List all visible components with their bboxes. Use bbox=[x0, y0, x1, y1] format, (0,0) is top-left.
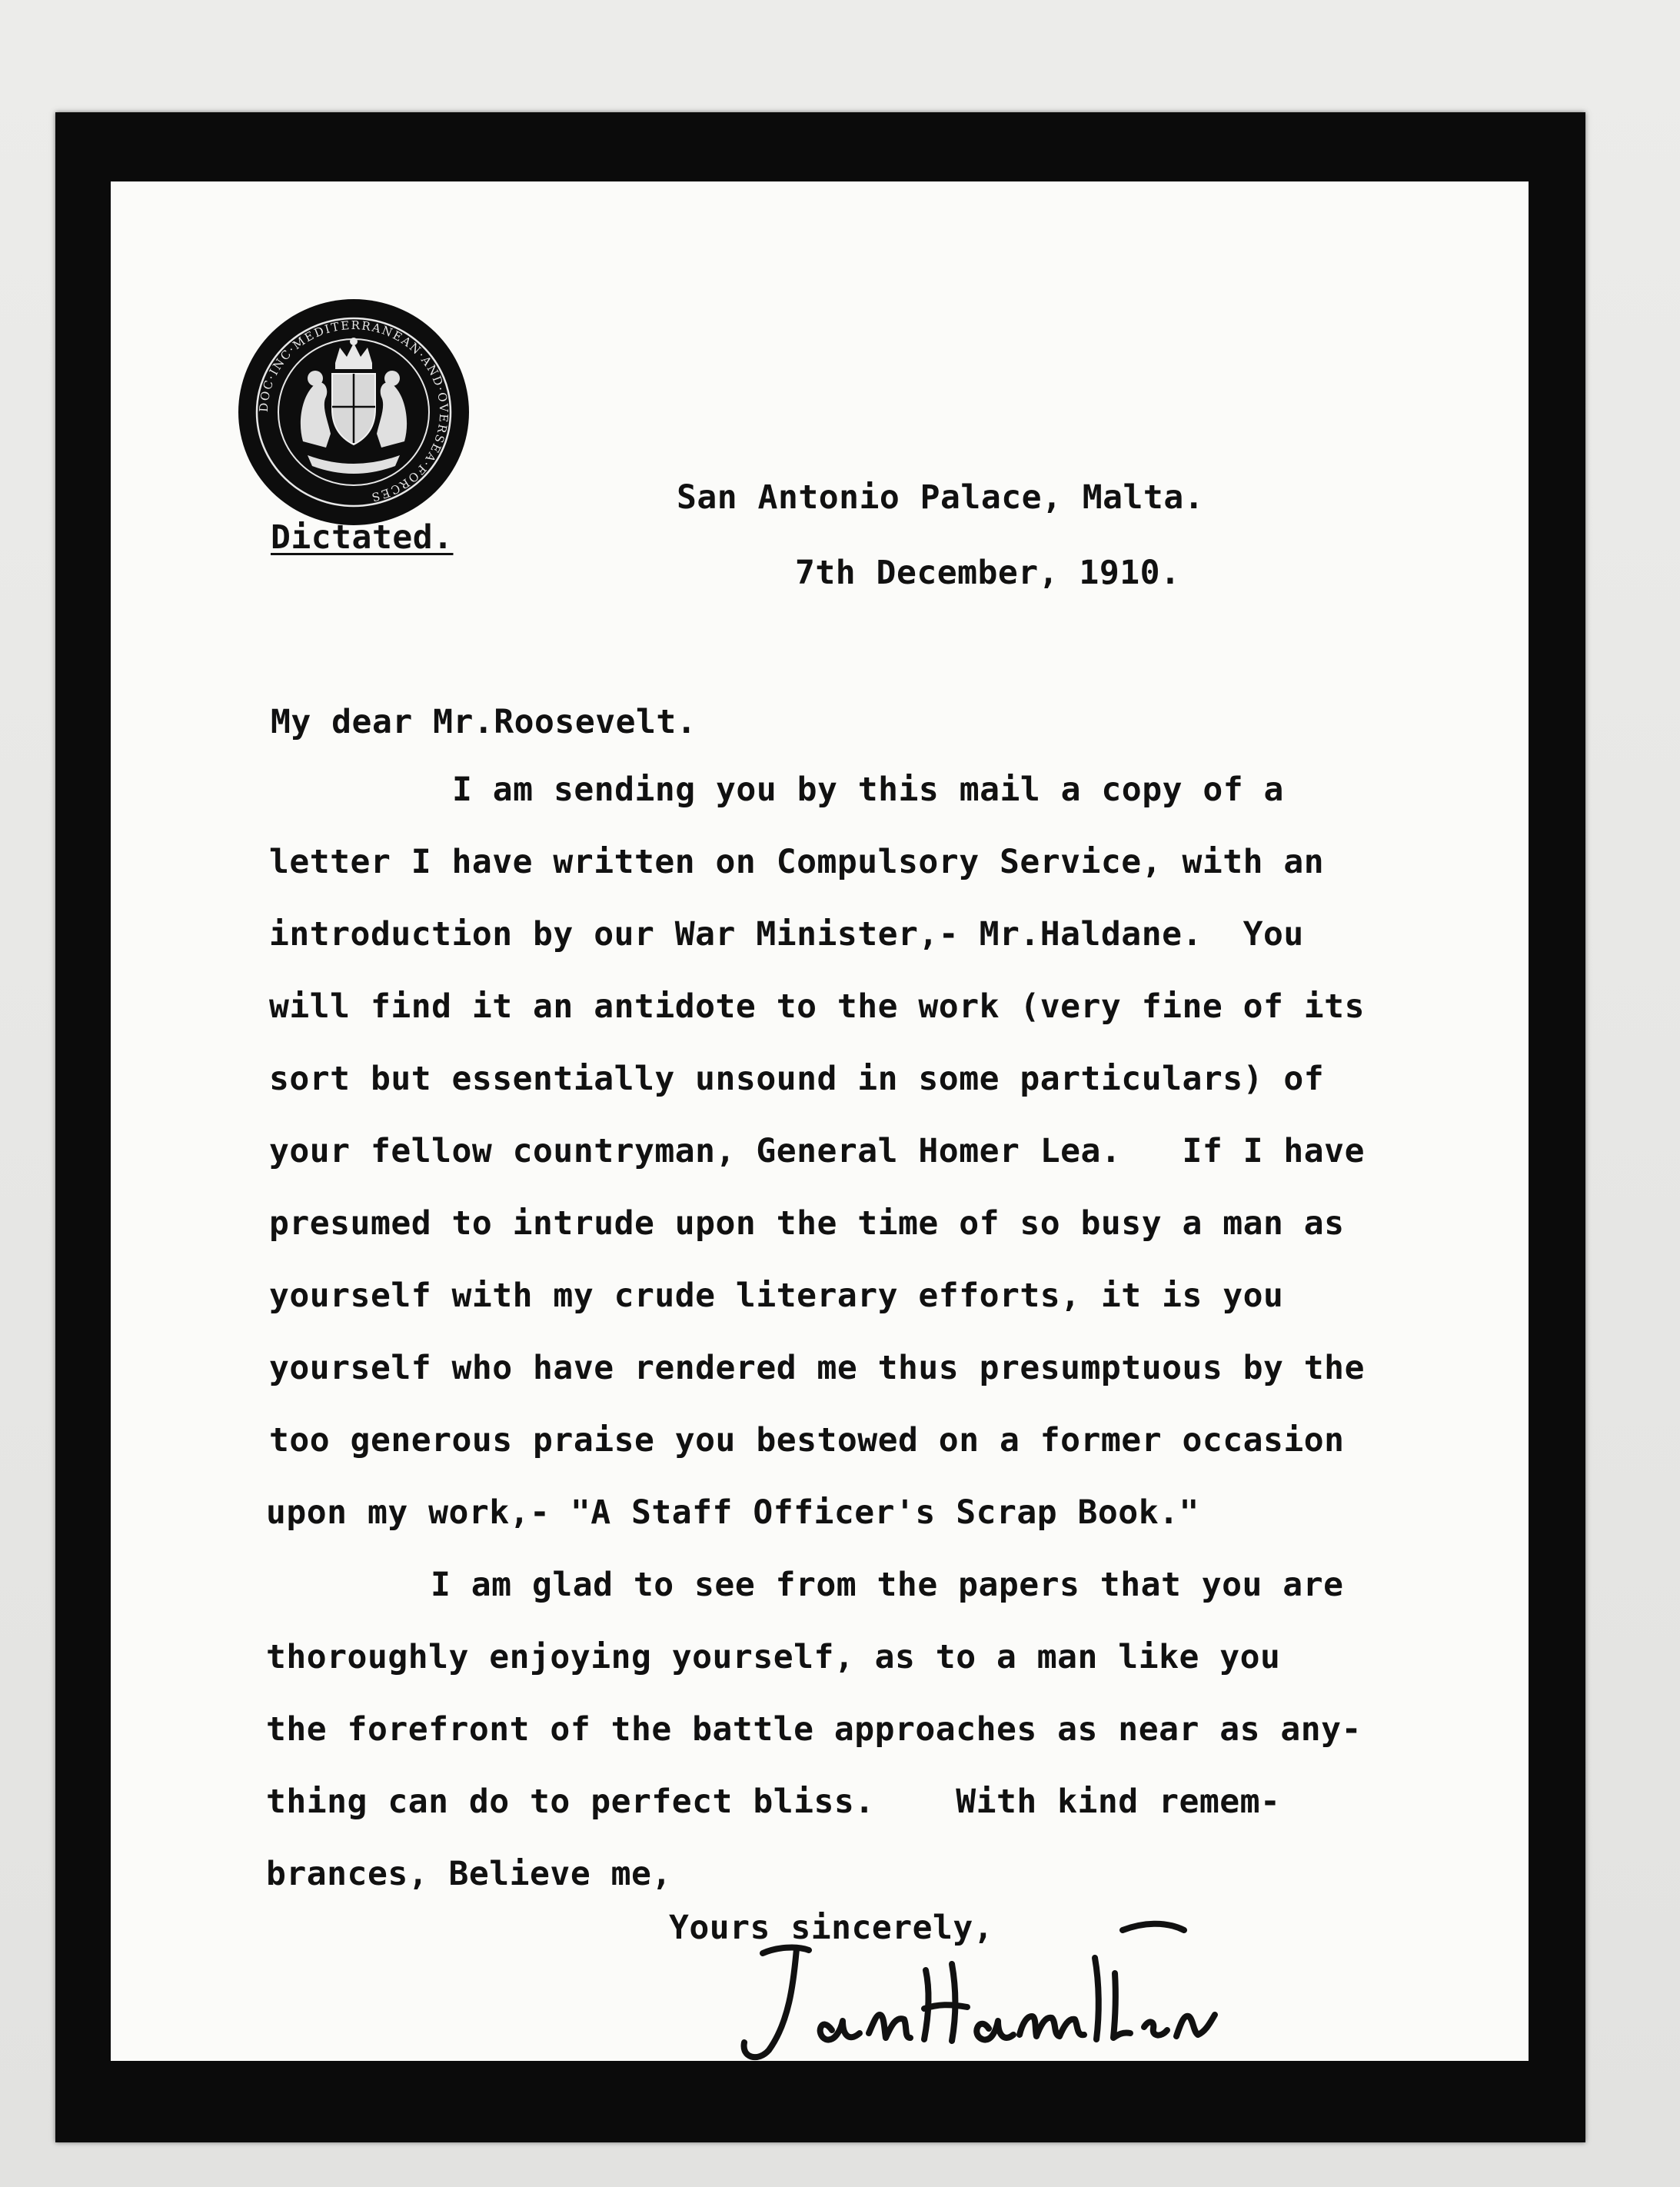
dictated-note: Dictated. bbox=[271, 518, 454, 557]
body-line: upon my work,- "A Staff Officer's Scrap Book." bbox=[266, 1493, 1199, 1532]
body-line: yourself who have rendered me thus presumptuous by the bbox=[269, 1349, 1365, 1387]
body-line: letter I have written on Compulsory Service, with an bbox=[269, 843, 1325, 881]
coat-of-arms-seal-icon bbox=[237, 297, 471, 528]
body-line: thing can do to perfect bliss. With kind remem- bbox=[266, 1783, 1281, 1821]
body-line: I am glad to see from the papers that you are bbox=[431, 1566, 1344, 1604]
body-line: I am sending you by this mail a copy of a bbox=[452, 771, 1284, 809]
seal-ring-text: DOC·INC·MEDITERRANEAN·AND·OVERSEA·FORCES bbox=[256, 318, 451, 504]
body-line: will find it an antidote to the work (very fine of its bbox=[269, 987, 1365, 1026]
body-line: yourself with my crude literary efforts, it is you bbox=[269, 1277, 1284, 1315]
body-line: thoroughly enjoying yourself, as to a man like you bbox=[266, 1638, 1281, 1676]
body-line: brances, Believe me, bbox=[266, 1855, 672, 1893]
body-line: the forefront of the battle approaches as near as any- bbox=[266, 1710, 1362, 1749]
body-line: your fellow countryman, General Homer Lea. If I have bbox=[269, 1132, 1365, 1170]
date-line: 7th December, 1910. bbox=[795, 554, 1181, 592]
body-line: introduction by our War Minister,- Mr.Haldane. You bbox=[269, 915, 1304, 954]
body-line: presumed to intrude upon the time of so busy a man as bbox=[269, 1204, 1345, 1243]
address-line: San Antonio Palace, Malta. bbox=[677, 478, 1205, 517]
closing: Yours sincerely, bbox=[669, 1909, 994, 1947]
handwritten-signature bbox=[723, 1899, 1230, 2076]
body-line: too generous praise you bestowed on a former occasion bbox=[269, 1421, 1345, 1460]
salutation: My dear Mr.Roosevelt. bbox=[271, 703, 697, 741]
body-line: sort but essentially unsound in some particulars) of bbox=[269, 1060, 1325, 1098]
